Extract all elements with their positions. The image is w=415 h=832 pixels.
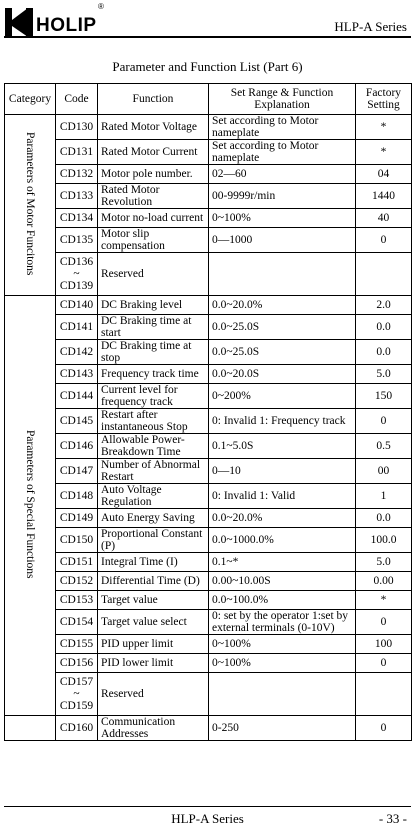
code-cell: CD133	[56, 184, 98, 209]
range-cell: 0.0~20.0S	[209, 365, 356, 384]
function-cell: Reserved	[98, 673, 209, 716]
range-cell: 02—60	[209, 165, 356, 184]
code-cell: CD155	[56, 635, 98, 654]
category-cell-motor	[5, 115, 56, 296]
setting-cell: 0	[356, 654, 412, 673]
code-cell: CD147	[56, 459, 98, 484]
function-cell: Rated Motor Revolution	[98, 184, 209, 209]
setting-cell: 0.5	[356, 434, 412, 459]
setting-cell	[356, 673, 412, 716]
column-header-code: Code	[56, 84, 98, 115]
range-cell: 0—10	[209, 459, 356, 484]
setting-cell: 100	[356, 635, 412, 654]
table-row	[5, 459, 412, 484]
table-row	[5, 553, 412, 572]
code-cell: CD143	[56, 365, 98, 384]
code-cell: CD140	[56, 296, 98, 315]
code-cell: CD152	[56, 572, 98, 591]
table-row	[5, 635, 412, 654]
setting-cell: 0	[356, 610, 412, 635]
function-cell: Allowable Power-Breakdown Time	[98, 434, 209, 459]
setting-cell: *	[356, 140, 412, 165]
table-row	[5, 115, 412, 140]
setting-cell: 5.0	[356, 365, 412, 384]
setting-cell: 0.00	[356, 572, 412, 591]
table-row	[5, 253, 412, 296]
setting-cell: 0	[356, 228, 412, 253]
column-header-range: Set Range & Function Explanation	[209, 84, 356, 115]
range-cell: 0: Invalid 1: Valid	[209, 484, 356, 509]
header-rule	[4, 36, 411, 38]
range-cell: 0.1~5.0S	[209, 434, 356, 459]
function-cell: Reserved	[98, 253, 209, 296]
setting-cell: 2.0	[356, 296, 412, 315]
range-cell: 0.0~25.0S	[209, 340, 356, 365]
function-cell: PID upper limit	[98, 635, 209, 654]
range-cell: Set according to Motor nameplate	[209, 115, 356, 140]
code-cell: CD141	[56, 315, 98, 340]
setting-cell	[356, 253, 412, 296]
category-label: Parameters of Special Functions	[24, 429, 36, 579]
code-cell: CD153	[56, 591, 98, 610]
function-cell: Motor slip compensation	[98, 228, 209, 253]
range-cell: Set according to Motor nameplate	[209, 140, 356, 165]
range-cell: 0.0~100.0%	[209, 591, 356, 610]
category-cell-blank	[5, 716, 56, 741]
function-cell: DC Braking time at stop	[98, 340, 209, 365]
range-cell: 0.0~25.0S	[209, 315, 356, 340]
range-cell: 0—1000	[209, 228, 356, 253]
range-cell	[209, 673, 356, 716]
code-cell: CD148	[56, 484, 98, 509]
holip-logo-icon	[4, 6, 34, 38]
function-cell: DC Braking level	[98, 296, 209, 315]
range-cell: 0.0~20.0%	[209, 509, 356, 528]
setting-cell: 0.0	[356, 509, 412, 528]
table-row	[5, 315, 412, 340]
column-header-category: Category	[5, 84, 56, 115]
function-cell: Current level for frequency track	[98, 384, 209, 409]
setting-cell: *	[356, 115, 412, 140]
setting-cell: 100.0	[356, 528, 412, 553]
function-cell: Rated Motor Current	[98, 140, 209, 165]
code-cell: CD142	[56, 340, 98, 365]
code-cell: CD150	[56, 528, 98, 553]
function-cell: Restart after instantaneous Stop	[98, 409, 209, 434]
category-label: Parameters of Motor Funcitons	[24, 131, 36, 276]
range-cell: 0.0~20.0%	[209, 296, 356, 315]
function-cell: Differential Time (D)	[98, 572, 209, 591]
function-cell: Frequency track time	[98, 365, 209, 384]
range-cell: 0.00~10.00S	[209, 572, 356, 591]
table-row	[5, 484, 412, 509]
range-cell	[209, 253, 356, 296]
code-cell: CD157 ~ CD159	[56, 673, 98, 716]
table-row	[5, 610, 412, 635]
function-cell: Communication Addresses	[98, 716, 209, 741]
setting-cell: 5.0	[356, 553, 412, 572]
function-cell: Motor pole number.	[98, 165, 209, 184]
function-cell: Target value select	[98, 610, 209, 635]
footer-rule	[4, 806, 411, 807]
code-cell: CD134	[56, 209, 98, 228]
table-row	[5, 365, 412, 384]
range-cell: 0-250	[209, 716, 356, 741]
code-cell: CD135	[56, 228, 98, 253]
range-cell: 0: Invalid 1: Frequency track	[209, 409, 356, 434]
table-header-row	[5, 84, 412, 115]
code-cell: CD151	[56, 553, 98, 572]
header-series: HLP-A Series	[334, 19, 407, 34]
function-cell: Integral Time (I)	[98, 553, 209, 572]
range-cell: 0~200%	[209, 384, 356, 409]
setting-cell: *	[356, 591, 412, 610]
page-header	[0, 0, 415, 46]
category-cell-special	[5, 296, 56, 716]
range-cell: 0: set by the operator 1:set by external terminals (0-10V)	[209, 610, 356, 635]
code-cell: CD131	[56, 140, 98, 165]
code-cell: CD146	[56, 434, 98, 459]
brand-name: HOLIP	[36, 15, 97, 36]
registered-mark: ®	[98, 2, 104, 11]
setting-cell: 0	[356, 716, 412, 741]
range-cell: 0.0~1000.0%	[209, 528, 356, 553]
code-cell: CD136 ~ CD139	[56, 253, 98, 296]
brand-logo	[4, 2, 104, 38]
function-cell: Auto Energy Saving	[98, 509, 209, 528]
code-cell: CD145	[56, 409, 98, 434]
function-cell: PID lower limit	[98, 654, 209, 673]
code-cell: CD154	[56, 610, 98, 635]
code-cell: CD130	[56, 115, 98, 140]
setting-cell: 00	[356, 459, 412, 484]
table-row	[5, 716, 412, 741]
table-row	[5, 509, 412, 528]
setting-cell: 1	[356, 484, 412, 509]
function-cell: Motor no-load current	[98, 209, 209, 228]
table-row	[5, 673, 412, 716]
table-row	[5, 340, 412, 365]
table-row	[5, 528, 412, 553]
code-cell: CD144	[56, 384, 98, 409]
table-row	[5, 209, 412, 228]
range-cell: 0~100%	[209, 635, 356, 654]
range-cell: 00-9999r/min	[209, 184, 356, 209]
setting-cell: 0.0	[356, 315, 412, 340]
table-row	[5, 434, 412, 459]
column-header-setting: Factory Setting	[356, 84, 412, 115]
range-cell: 0~100%	[209, 209, 356, 228]
table-row	[5, 409, 412, 434]
column-header-function: Function	[98, 84, 209, 115]
page-title: Parameter and Function List (Part 6)	[112, 59, 303, 74]
code-cell: CD149	[56, 509, 98, 528]
code-cell: CD156	[56, 654, 98, 673]
function-cell: Auto Voltage Regulation	[98, 484, 209, 509]
setting-cell: 1440	[356, 184, 412, 209]
setting-cell: 150	[356, 384, 412, 409]
range-cell: 0.1~*	[209, 553, 356, 572]
table-row	[5, 572, 412, 591]
function-cell: Target value	[98, 591, 209, 610]
function-cell: DC Braking time at start	[98, 315, 209, 340]
table-row	[5, 228, 412, 253]
table-row	[5, 654, 412, 673]
range-cell: 0~100%	[209, 654, 356, 673]
code-cell: CD160	[56, 716, 98, 741]
parameter-table	[4, 83, 412, 741]
function-cell: Proportional Constant (P)	[98, 528, 209, 553]
setting-cell: 0.0	[356, 340, 412, 365]
setting-cell: 0	[356, 409, 412, 434]
table-row	[5, 591, 412, 610]
function-cell: Rated Motor Voltage	[98, 115, 209, 140]
table-row	[5, 184, 412, 209]
footer-series: HLP-A Series	[171, 811, 244, 826]
table-row	[5, 140, 412, 165]
setting-cell: 04	[356, 165, 412, 184]
table-row	[5, 384, 412, 409]
table-row	[5, 165, 412, 184]
page-number: - 33 -	[378, 811, 407, 826]
setting-cell: 40	[356, 209, 412, 228]
table-row	[5, 296, 412, 315]
code-cell: CD132	[56, 165, 98, 184]
function-cell: Number of Abnormal Restart	[98, 459, 209, 484]
